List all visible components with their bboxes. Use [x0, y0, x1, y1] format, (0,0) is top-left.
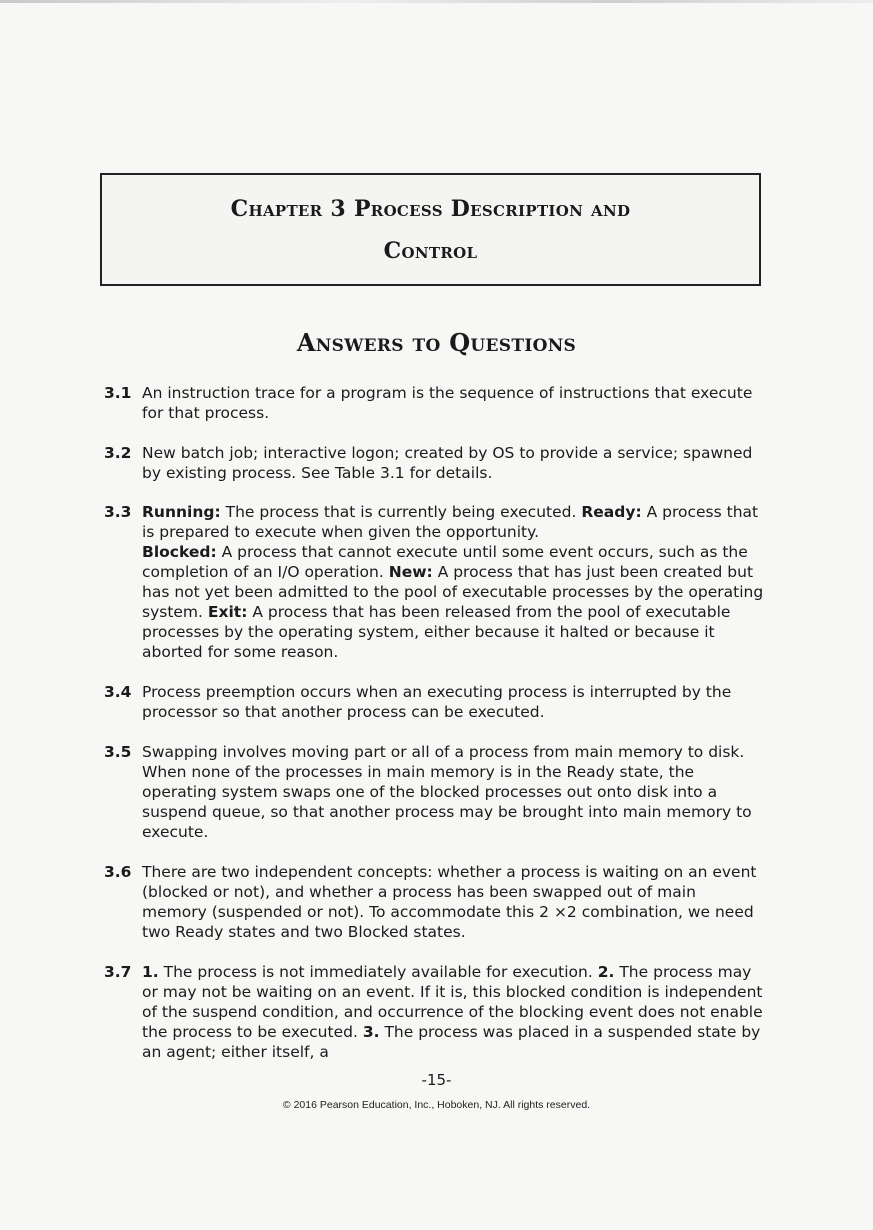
state-term-ready: Ready: — [581, 503, 642, 521]
answer-text — [142, 502, 764, 662]
answer-item — [104, 502, 764, 662]
answer-text — [142, 962, 764, 1062]
state-term-exit: Exit: — [207, 603, 248, 621]
answer-text: Swapping involves moving part or all of a process from main memory to disk. When none of the processes in main memory is in the Ready state, the operating system swaps one of the blocked processes out onto disk into a suspend queue, so that another process may be brought into main memory to execute. — [142, 743, 752, 841]
state-term-running: Running: — [142, 503, 221, 521]
answer-text: There are two independent concepts: whether a process is waiting on an event (blocked or not), and whether a process has been swapped out of main memory (suspended or not). To accommodate this 2 ×2 combination, we need two Ready states and two Blocked states. — [142, 863, 757, 941]
scan-edge-artifact — [0, 0, 873, 3]
state-definition: A process that is prepared to execute when given the opportunity. — [142, 503, 759, 541]
section-title: Answers to Questions — [296, 328, 577, 357]
question-number: 3.1 — [104, 384, 132, 402]
point-text: The process is not immediately available for execution. — [163, 963, 593, 981]
state-definition: A process that has been released from the pool of executable processes by the operating system, either because it halted or because it aborted for some reason. — [142, 603, 731, 661]
state-term-blocked: Blocked: — [142, 543, 217, 561]
chapter-title — [231, 188, 631, 272]
answer-item — [104, 443, 764, 483]
point-text: The process was placed in a suspended state by an agent; either itself, a — [142, 1023, 761, 1061]
state-term-new: New: — [388, 563, 433, 581]
question-number: 3.4 — [104, 683, 132, 701]
answers-list — [104, 383, 764, 1062]
chapter-heading-box — [100, 173, 761, 286]
answer-item — [104, 383, 764, 423]
point-number: 3. — [362, 1023, 380, 1041]
answer-item — [104, 862, 764, 942]
point-text: The process may or may not be waiting on an event. If it is, this blocked condition is independent of the suspend condition, and occurrence of the blocking event does not enable the process to be executed. — [142, 963, 763, 1041]
chapter-title-line1: Chapter 3 Process Description and — [230, 195, 631, 222]
page-number: -15- — [421, 1071, 452, 1089]
answer-text: Process preemption occurs when an executing process is interrupted by the processor so that another process can be executed. — [142, 683, 732, 721]
point-number: 2. — [597, 963, 615, 981]
state-definition: A process that cannot execute until some event occurs, such as the completion of an I/O operation. — [142, 543, 748, 581]
answer-text: New batch job; interactive logon; created by OS to provide a service; spawned by existing process. See Table 3.1 for details. — [142, 444, 753, 482]
question-number: 3.2 — [104, 444, 132, 462]
answer-item — [104, 742, 764, 842]
question-number: 3.5 — [104, 743, 132, 761]
copyright-notice: © 2016 Pearson Education, Inc., Hoboken, NJ. All rights reserved. — [282, 1099, 591, 1111]
state-definition: A process that has just been created but has not yet been admitted to the pool of executable processes by the operating system. — [142, 563, 764, 621]
question-number: 3.6 — [104, 863, 132, 881]
answer-text: An instruction trace for a program is the sequence of instructions that execute for that process. — [142, 384, 753, 422]
question-number: 3.3 — [104, 503, 132, 521]
answer-item — [104, 682, 764, 722]
state-definition: The process that is currently being executed. — [225, 503, 577, 521]
point-number: 1. — [142, 963, 159, 981]
question-number: 3.7 — [104, 963, 132, 981]
answer-item — [104, 962, 764, 1062]
chapter-title-line2: Control — [383, 237, 478, 264]
